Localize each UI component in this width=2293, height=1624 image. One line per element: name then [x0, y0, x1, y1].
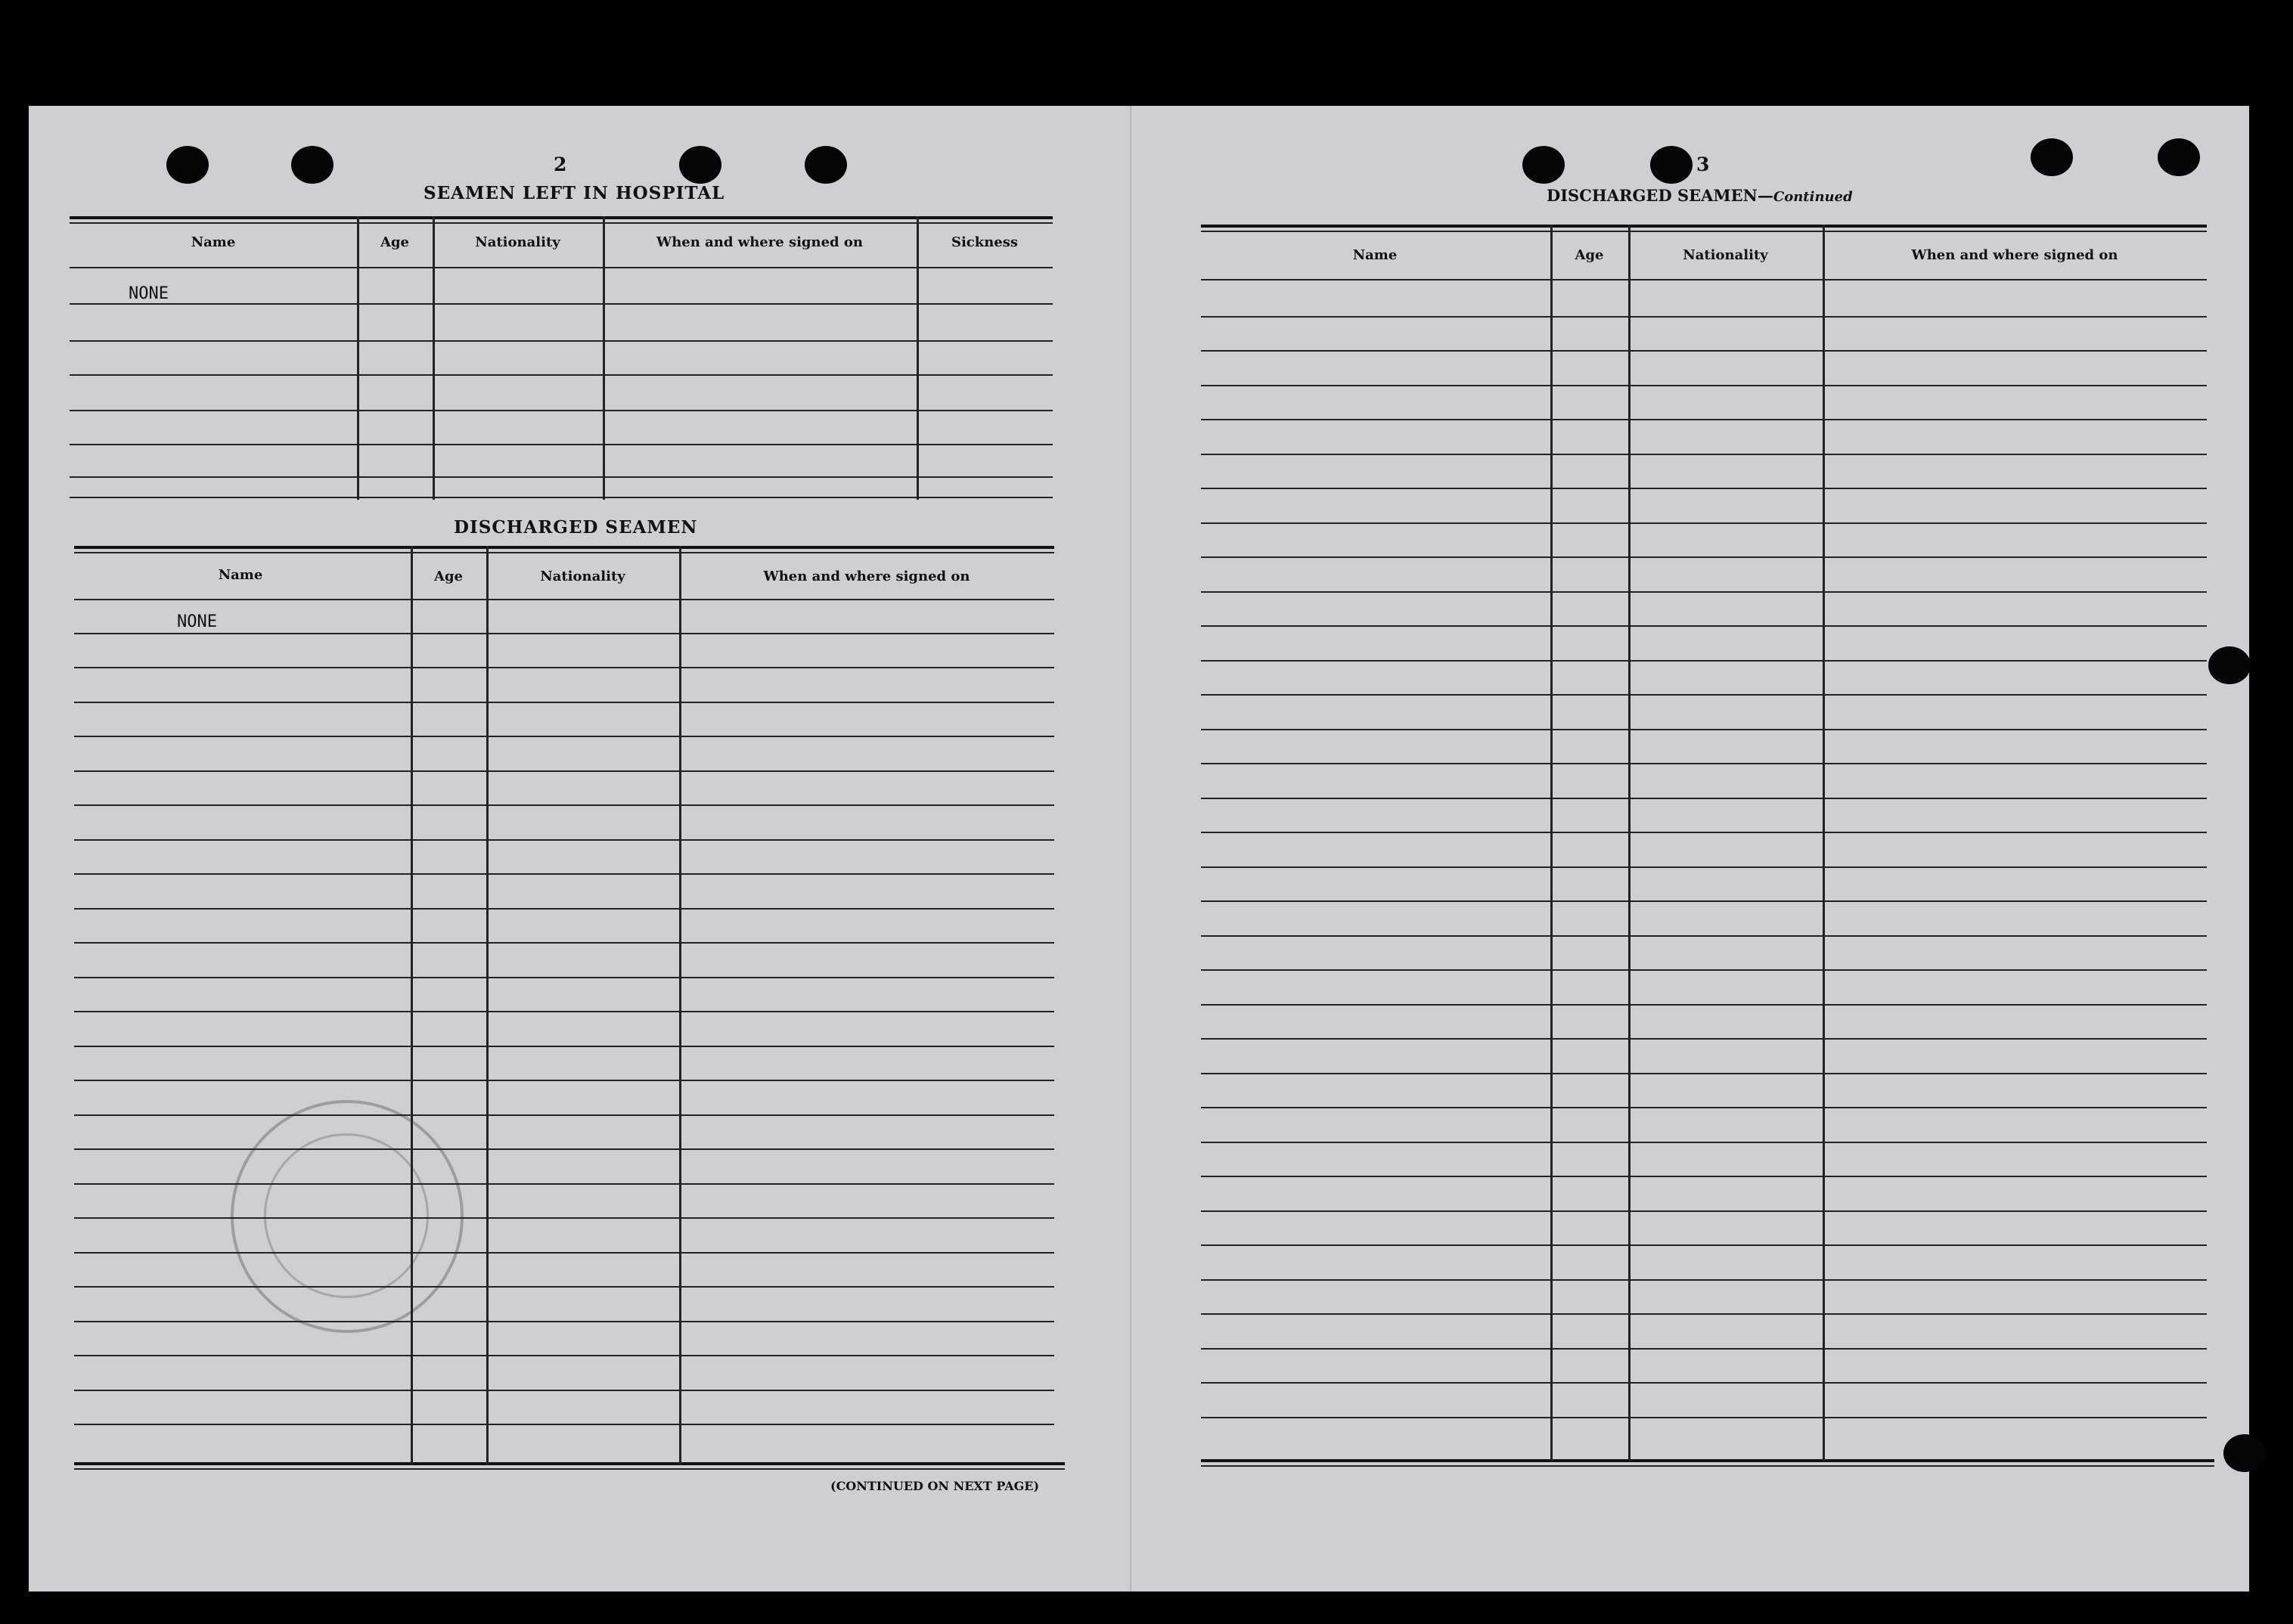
column-header-signed-on: When and where signed on: [1911, 247, 2118, 263]
column-header-signed-on: When and where signed on: [763, 569, 970, 584]
punch-hole: [2223, 1434, 2266, 1472]
column-header-name: Name: [218, 567, 263, 583]
continued-footer: (CONTINUED ON NEXT PAGE): [830, 1479, 1040, 1493]
punch-hole: [2208, 646, 2251, 684]
page-fold: [1130, 106, 1131, 1591]
discharged-table-right: [1201, 225, 2207, 1472]
punch-hole: [1522, 146, 1565, 184]
discharged-table-left: [74, 546, 1054, 1476]
column-header-nationality: Nationality: [540, 569, 625, 584]
punch-hole: [679, 146, 721, 184]
column-header-name: Name: [191, 234, 236, 250]
discharged-continued-title: [1547, 186, 1853, 205]
column-header-age: Age: [380, 234, 409, 250]
hospital-entry-name: NONE: [129, 284, 169, 303]
title-suffix: Continued: [1773, 189, 1853, 205]
punch-hole: [1650, 146, 1693, 184]
page-number-left: 2: [554, 153, 567, 175]
column-header-nationality: Nationality: [475, 234, 560, 250]
punch-hole: [2031, 138, 2073, 176]
discharged-section-title: DISCHARGED SEAMEN: [454, 517, 698, 538]
page-number-right: 3: [1696, 153, 1710, 175]
punch-hole: [166, 146, 209, 184]
discharged-entry-name: NONE: [177, 612, 217, 631]
column-header-sickness: Sickness: [951, 234, 1019, 250]
punch-hole: [291, 146, 334, 184]
column-header-age: Age: [1575, 247, 1604, 263]
hospital-table: [70, 216, 1053, 500]
title-main: DISCHARGED SEAMEN—: [1547, 186, 1773, 205]
column-header-nationality: Nationality: [1683, 247, 1768, 263]
column-header-signed-on: When and where signed on: [656, 234, 863, 250]
punch-hole: [2158, 138, 2200, 176]
punch-hole: [805, 146, 847, 184]
column-header-age: Age: [433, 569, 463, 584]
column-header-name: Name: [1352, 247, 1398, 263]
hospital-section-title: SEAMEN LEFT IN HOSPITAL: [424, 183, 725, 203]
